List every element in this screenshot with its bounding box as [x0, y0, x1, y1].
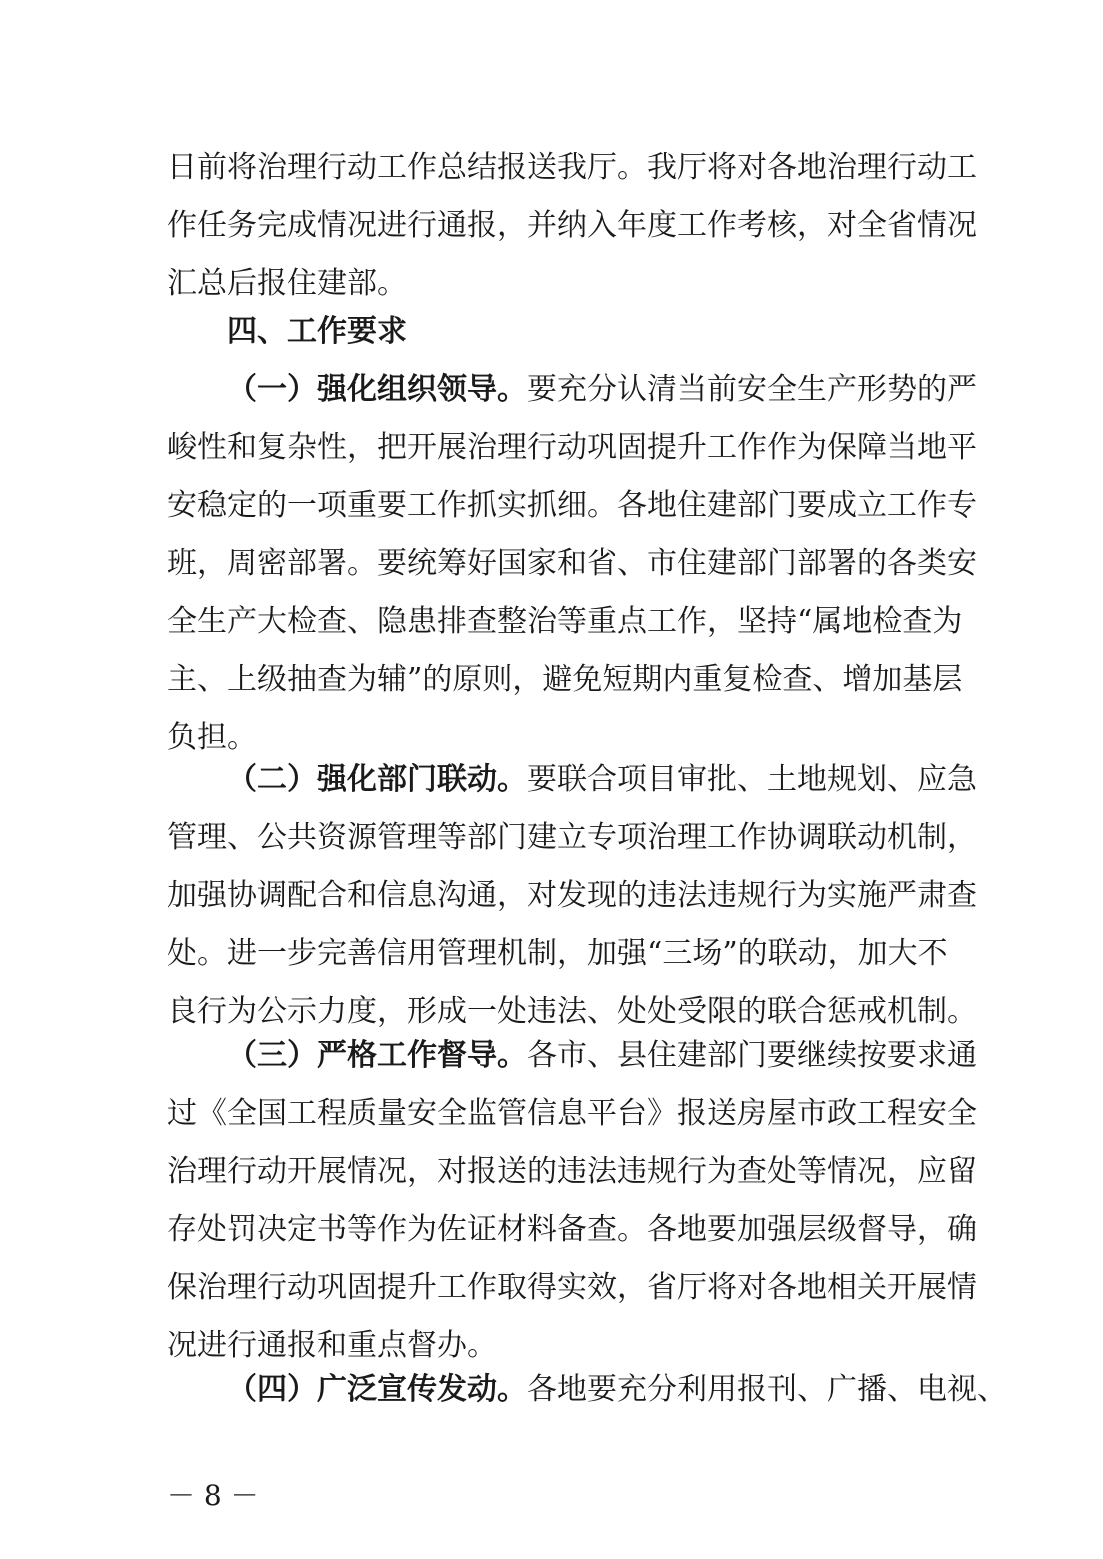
item-first-line-text: 要联合项目审批、土地规划、应急	[527, 762, 977, 797]
item-first-line	[167, 1370, 1007, 1410]
text-line: 治理行动开展情况，对报送的违法违规行为查处等情况，应留	[167, 1154, 977, 1189]
text-line: 主、上级抽查为辅”的原则，避免短期内重复检查、增加基层	[167, 662, 963, 697]
text-line: 负担。	[167, 720, 257, 755]
item-first-line-text: 各地要充分利用报刊、广播、电视、	[527, 1372, 1007, 1407]
text-line: 全生产大检查、隐患排查整治等重点工作，坚持“属地检查为	[167, 604, 963, 639]
text-line: 班，周密部署。要统筹好国家和省、市住建部门部署的各类安	[167, 546, 977, 581]
item-lead: （一）强化组织领导。	[227, 372, 527, 407]
text-line: 况进行通报和重点督办。	[167, 1328, 497, 1363]
item-first-line-text: 各市、县住建部门要继续按要求通	[527, 1038, 977, 1073]
text-line: 安稳定的一项重要工作抓实抓细。各地住建部门要成立工作专	[167, 488, 977, 523]
page-number: － 8 －	[167, 1479, 259, 1512]
text-line: 日前将治理行动工作总结报送我厅。我厅将对各地治理行动工	[167, 150, 977, 185]
section-heading: 四、工作要求	[227, 314, 407, 349]
text-line: 加强协调配合和信息沟通，对发现的违法违规行为实施严肃查	[167, 878, 977, 913]
item-lead: （三）严格工作督导。	[227, 1038, 527, 1073]
item-lead: （四）广泛宣传发动。	[227, 1372, 527, 1407]
text-line: 管理、公共资源管理等部门建立专项治理工作协调联动机制，	[167, 820, 977, 855]
text-line: 峻性和复杂性，把开展治理行动巩固提升工作作为保障当地平	[167, 430, 977, 465]
item-lead: （二）强化部门联动。	[227, 762, 527, 797]
item-first-line	[167, 760, 977, 800]
text-line: 保治理行动巩固提升工作取得实效，省厅将对各地相关开展情	[167, 1270, 977, 1305]
text-line: 良行为公示力度，形成一处违法、处处受限的联合惩戒机制。	[167, 994, 977, 1029]
text-line: 处。进一步完善信用管理机制，加强“三场”的联动，加大不	[167, 936, 948, 971]
item-first-line	[167, 370, 977, 410]
text-line: 过《全国工程质量安全监管信息平台》报送房屋市政工程安全	[167, 1096, 977, 1131]
text-line: 汇总后报住建部。	[167, 266, 407, 301]
item-first-line	[167, 1036, 977, 1076]
text-line: 作任务完成情况进行通报，并纳入年度工作考核，对全省情况	[167, 208, 977, 243]
text-line: 存处罚决定书等作为佐证材料备查。各地要加强层级督导，确	[167, 1212, 977, 1247]
item-first-line-text: 要充分认清当前安全生产形势的严	[527, 372, 977, 407]
